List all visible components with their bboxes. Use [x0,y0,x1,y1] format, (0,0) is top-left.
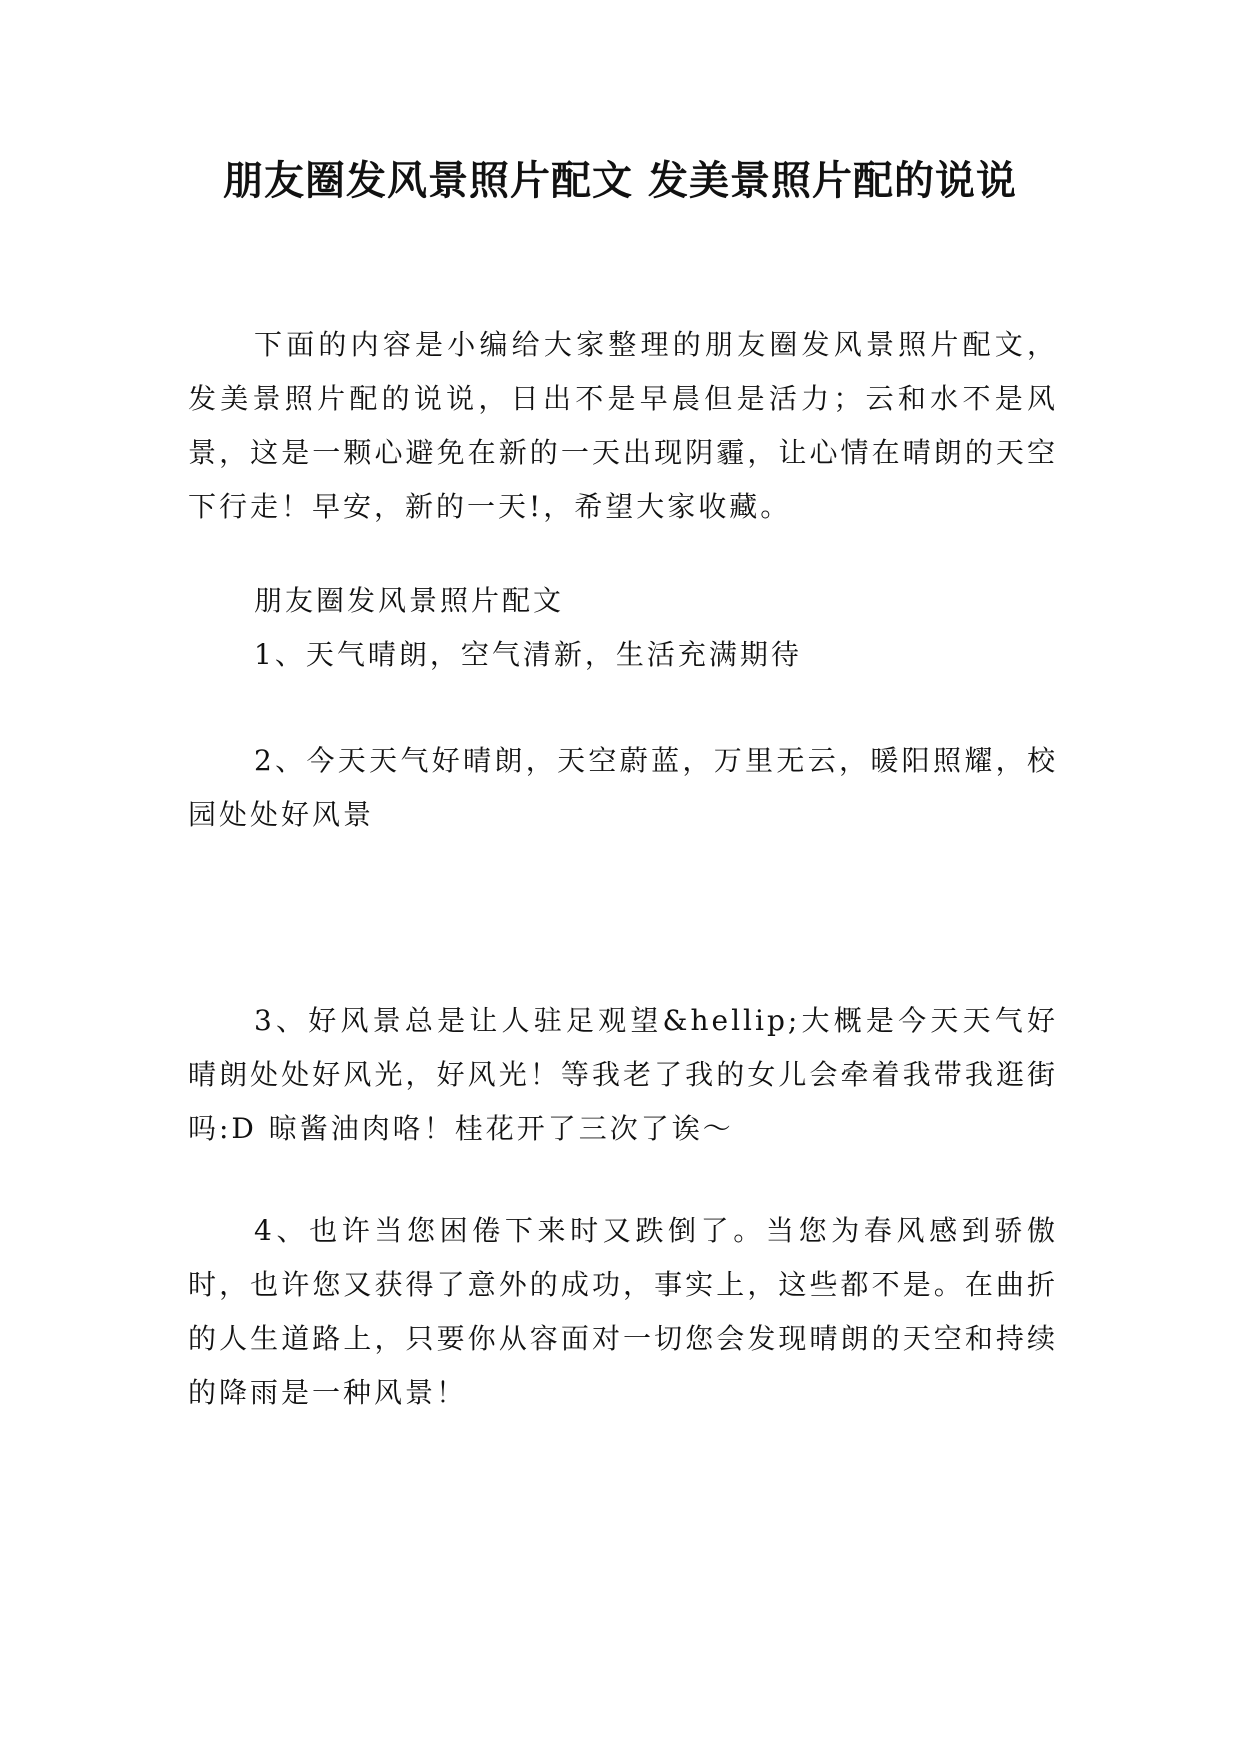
list-item-4: 4、也许当您困倦下来时又跌倒了。当您为春风感到骄傲时，也许您又获得了意外的成功，事实上，这些都不是。在曲折的人生道路上，只要你从容面对一切您会发现晴朗的天空和持续的降雨是一种风景！ [188,1214,1058,1409]
list-item-1: 1、天气晴朗，空气清新，生活充满期待 [254,638,802,671]
list-item-2: 2、今天天气好晴朗，天空蔚蓝，万里无云，暖阳照耀，校园处处好风景 [188,744,1058,831]
document-title: 朋友圈发风景照片配文 发美景照片配的说说 [223,158,1017,204]
list-item-3: 3、好风景总是让人驻足观望&hellip;大概是今天天气好晴朗处处好风光，好风光！等我老了我的女儿会牵着我带我逛街吗:D 晾酱油肉咯！桂花开了三次了诶～ [188,1004,1058,1145]
section-heading: 朋友圈发风景照片配文 [254,584,565,617]
intro-paragraph: 下面的内容是小编给大家整理的朋友圈发风景照片配文，发美景照片配的说说，日出不是早晨但是活力；云和水不是风景，这是一颗心避免在新的一天出现阴霾，让心情在晴朗的天空下行走！早安，新的一天!，希望大家收藏。 [188,328,1058,523]
